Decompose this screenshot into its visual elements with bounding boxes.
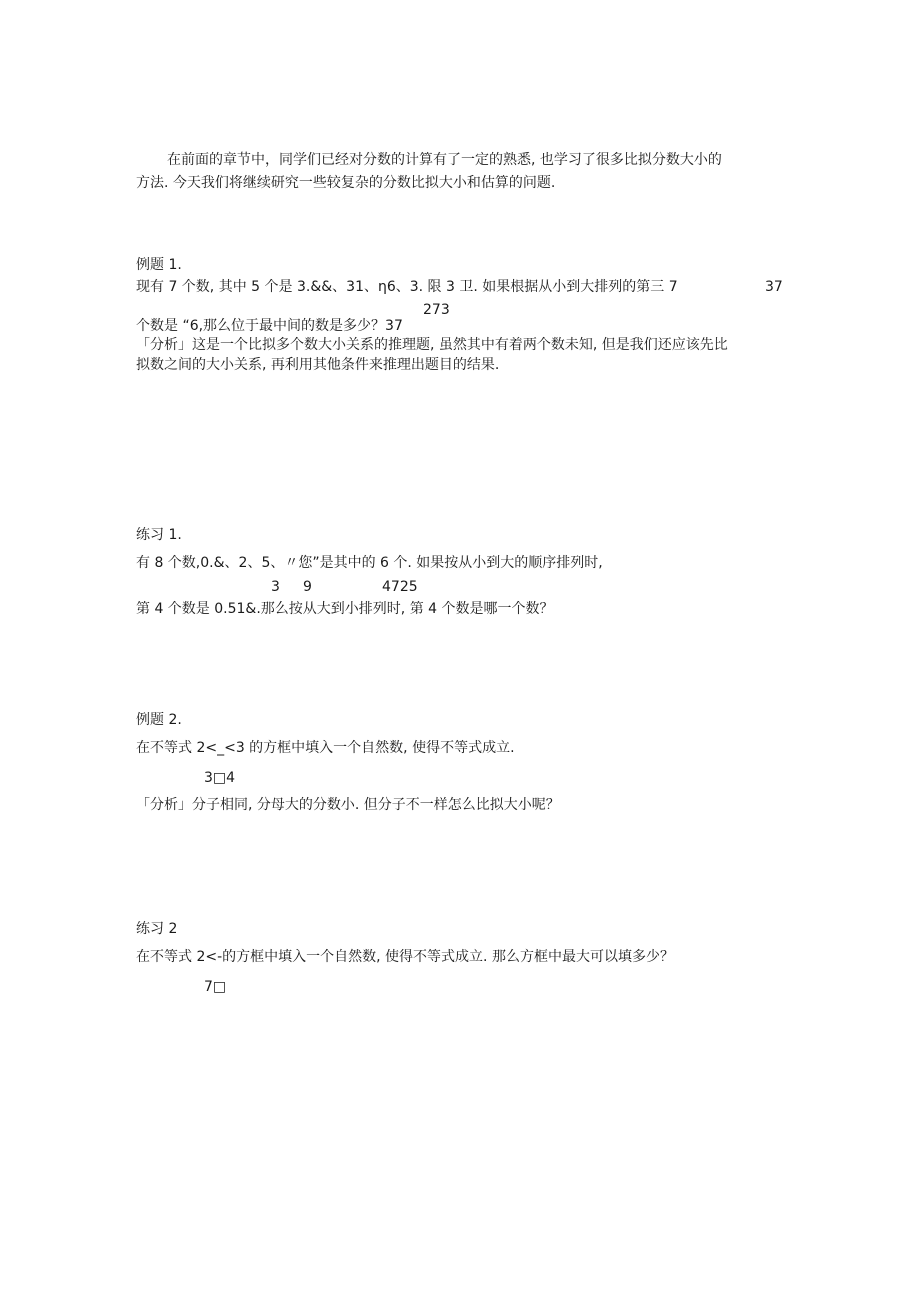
practice1-line-2: 第 4 个数是 0.51&.那么按从大到小排列时, 第 4 个数是哪一个数？ bbox=[136, 601, 554, 617]
example2-sub: 3□4 bbox=[204, 770, 236, 786]
example1-sub-number: 273 bbox=[423, 302, 450, 318]
example1-line-2: 个数是 “6,那么位于最中间的数是多少？37 bbox=[136, 318, 403, 334]
practice1-sub-c: 4725 bbox=[382, 579, 418, 595]
example1-line-1: 现有 7 个数, 其中 5 个是 3.&&、31、η6、3. 限 3 卫. 如果根据从小到大排列的第三 7 bbox=[136, 279, 678, 295]
practice1-sub-b: 9 bbox=[303, 579, 312, 595]
practice2-line-1: 在不等式 2<-的方框中填入一个自然数, 使得不等式成立. 那么方框中最大可以填多少？ bbox=[136, 949, 674, 965]
example2-analysis: 「分析」分子相同, 分母大的分数小. 但分子不一样怎么比拟大小呢？ bbox=[136, 797, 560, 813]
example1-analysis-2: 拟数之间的大小关系, 再利用其他条件来推理出题目的结果. bbox=[136, 357, 500, 373]
example2-title: 例题 2. bbox=[136, 712, 182, 728]
practice1-sub-a: 3 bbox=[271, 579, 280, 595]
example1-right-number: 37 bbox=[765, 279, 783, 295]
practice1-line-1: 有 8 个数,0.&、2、5、〃您”是其中的 6 个. 如果按从小到大的顺序排列时, bbox=[136, 555, 603, 571]
intro-line-1: 在前面的章节中，同学们已经对分数的计算有了一定的熟悉, 也学习了很多比拟分数大小的 bbox=[167, 152, 722, 168]
example1-analysis-1: 「分析」这是一个比拟多个数大小关系的推理题, 虽然其中有着两个数未知, 但是我们还应该先比 bbox=[136, 337, 728, 353]
intro-line-2: 方法. 今天我们将继续研究一些较复杂的分数比拟大小和估算的问题. bbox=[136, 175, 556, 191]
example1-title: 例题 1. bbox=[136, 257, 182, 273]
practice2-sub: 7□ bbox=[204, 979, 227, 995]
example2-line-1: 在不等式 2<_<3 的方框中填入一个自然数, 使得不等式成立. bbox=[136, 740, 515, 756]
practice2-title: 练习 2 bbox=[136, 921, 178, 937]
practice1-title: 练习 1. bbox=[136, 527, 182, 543]
